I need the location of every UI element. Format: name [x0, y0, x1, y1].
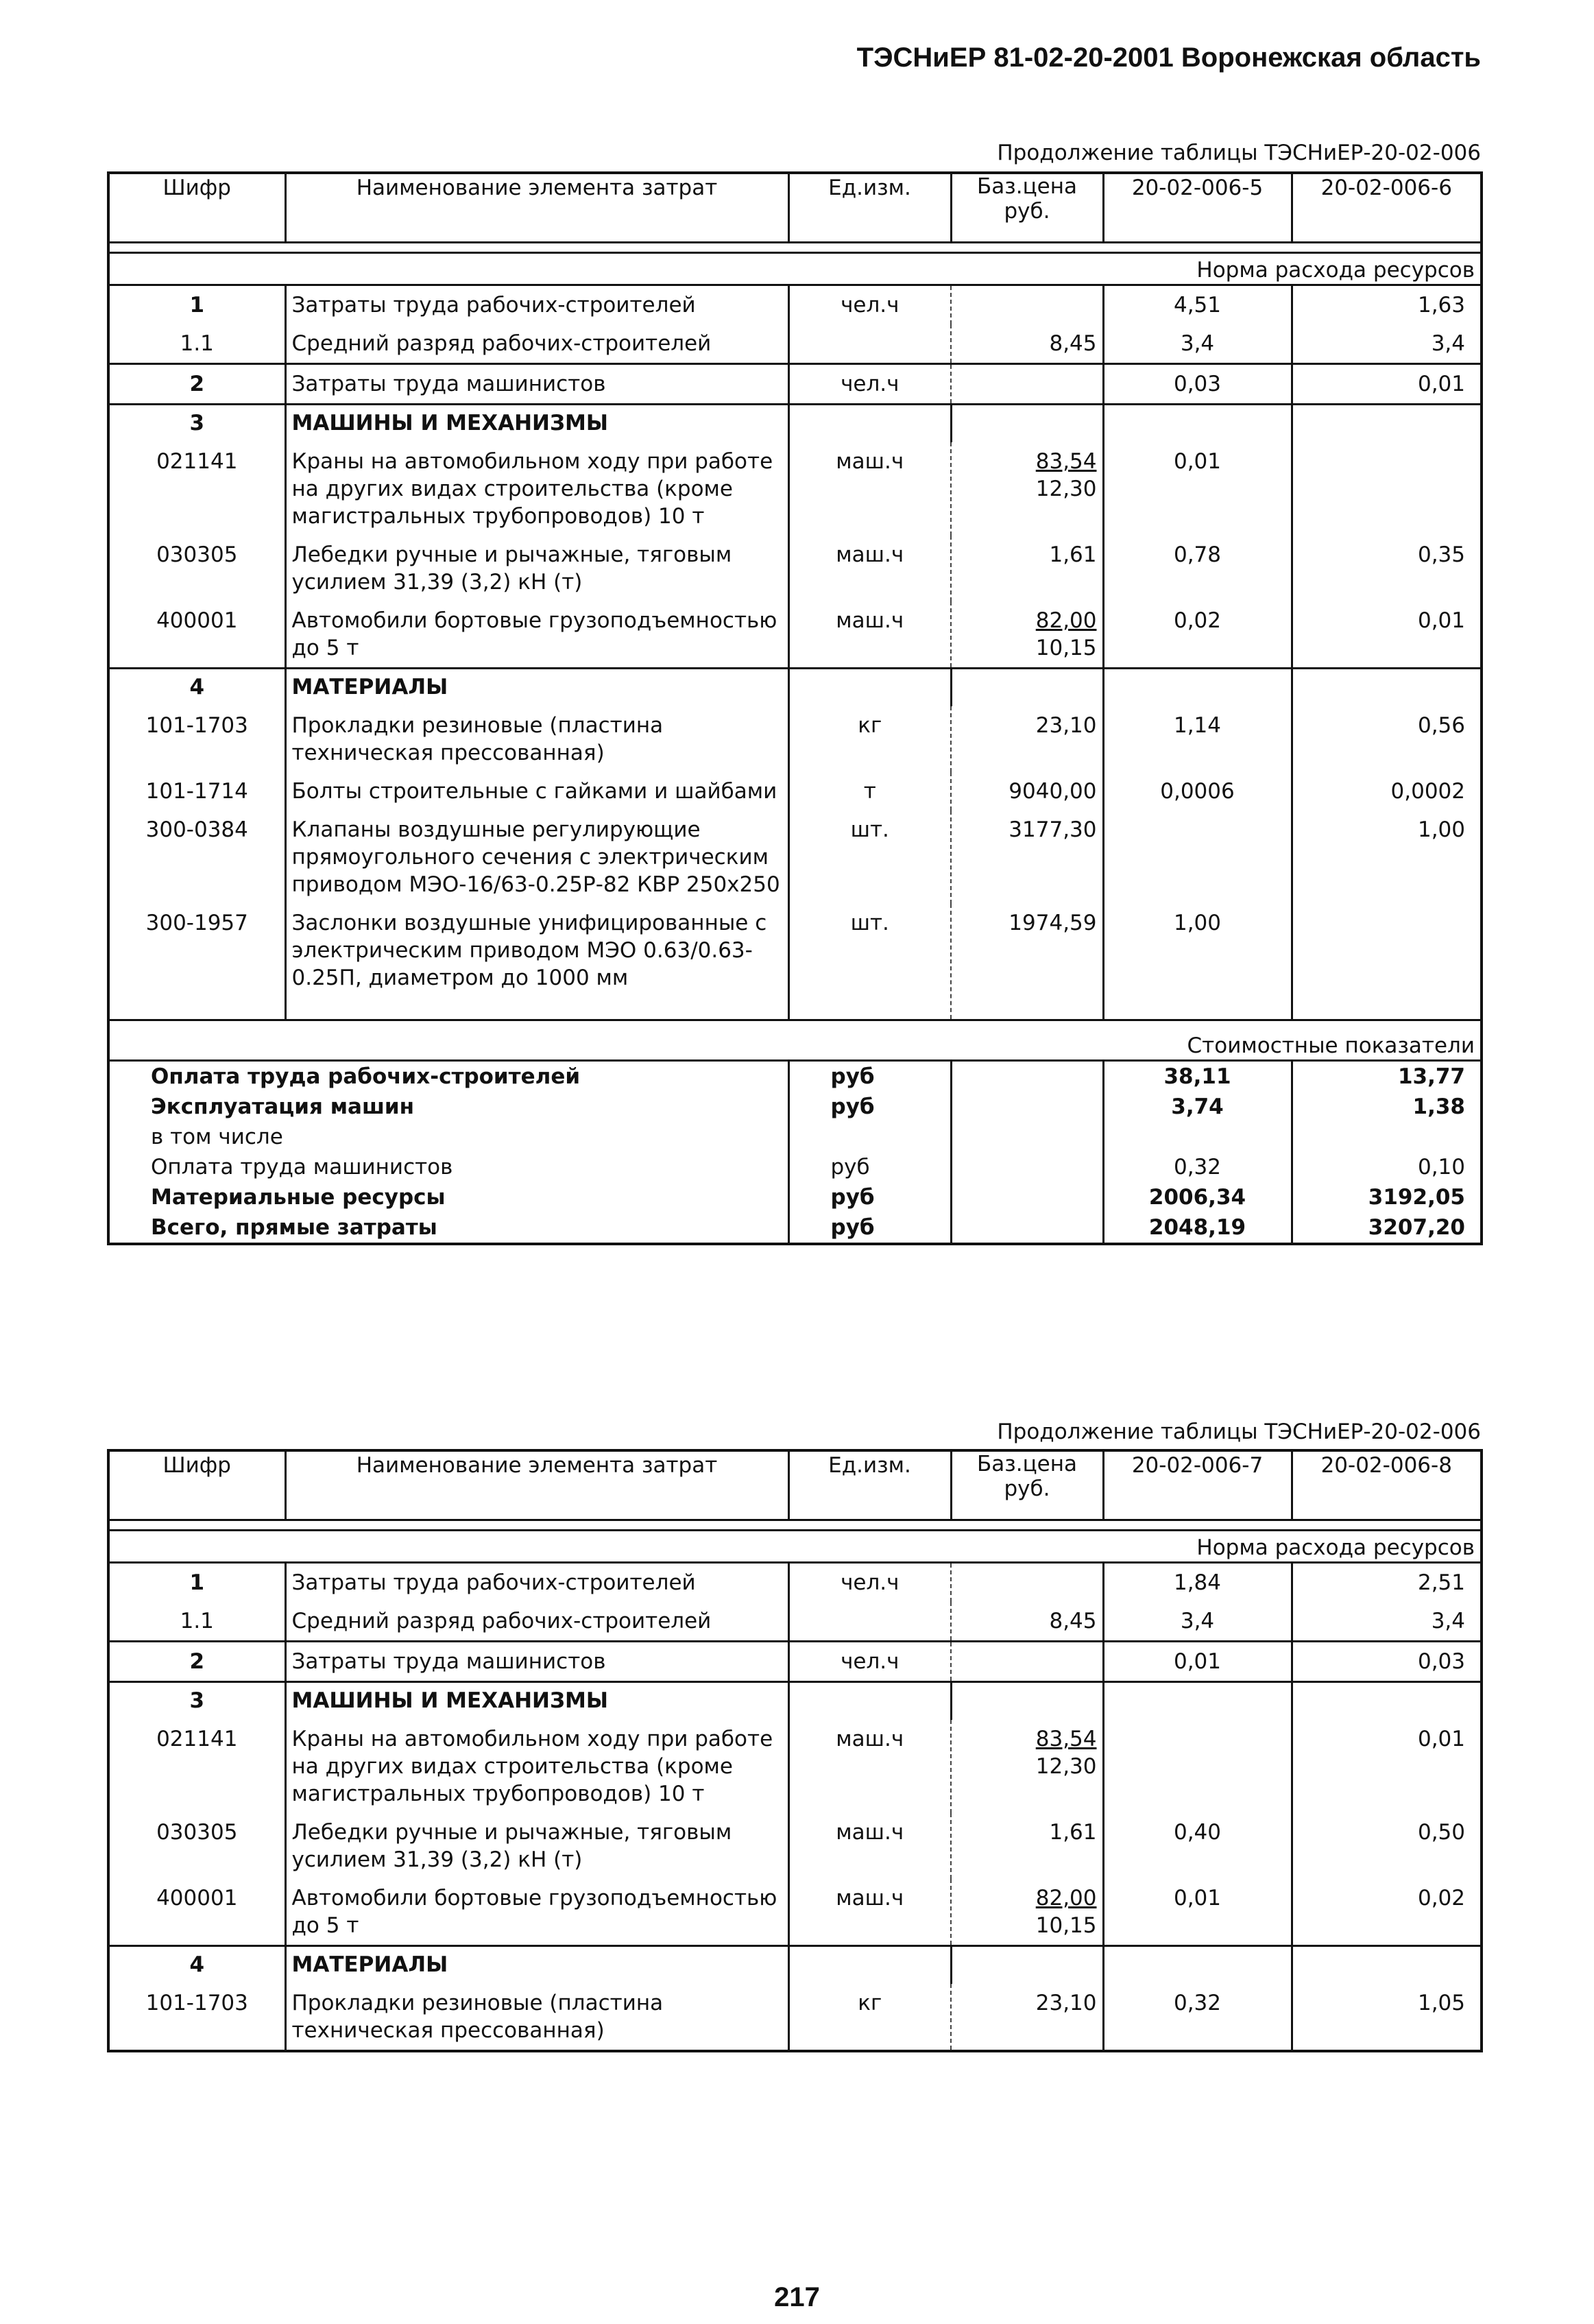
row-name: Клапаны воздушные регулирующие прямоугольного сечения с электрическим приводом МЭО-16/63-0.25Р-82 КВР 250х250 — [285, 811, 788, 904]
row-rate-2: 0,03 — [1292, 1642, 1482, 1682]
row-name: МАТЕРИАЛЫ — [285, 669, 788, 707]
row-rate-1: 0,02 — [1103, 601, 1292, 669]
table-row — [108, 601, 1482, 669]
row-rate-1 — [1103, 1682, 1292, 1721]
resource-table-2 — [107, 1449, 1483, 2052]
price-value: 1974,59 — [1009, 911, 1097, 935]
price-value: 82,00 — [1035, 608, 1097, 633]
price-secondary-value: 10,15 — [1035, 636, 1097, 660]
row-price — [951, 324, 1103, 364]
row-unit: чел.ч — [788, 1642, 951, 1682]
row-price — [951, 1946, 1103, 1985]
row-unit — [788, 1682, 951, 1721]
cost-label-row — [108, 1020, 1482, 1061]
cost-unit — [788, 1122, 951, 1152]
row-unit: маш.ч — [788, 1813, 951, 1879]
row-price — [951, 904, 1103, 1020]
row-rate-1 — [1103, 405, 1292, 443]
cost-rate-2: 3192,05 — [1368, 1185, 1465, 1210]
row-price — [951, 1563, 1103, 1603]
resource-table-1 — [107, 171, 1483, 1245]
row-rate-2 — [1292, 405, 1482, 443]
cost-rate-1 — [1103, 1122, 1292, 1152]
column-header-price: Баз.цена руб. — [951, 1450, 1103, 1520]
column-header-rate-1: 20-02-006-5 — [1103, 173, 1292, 243]
row-price — [951, 1879, 1103, 1946]
row-rate-2: 0,35 — [1417, 542, 1465, 567]
row-name: МАТЕРИАЛЫ — [285, 1946, 788, 1985]
row-name: Прокладки резиновые (пластина техническая прессованная) — [285, 706, 788, 772]
table-header-row — [108, 173, 1482, 243]
cost-rate-2 — [1292, 1122, 1482, 1152]
cost-label-text: Оплата труда рабочих-строителей — [151, 1064, 581, 1089]
row-name: Средний разряд рабочих-строителей — [285, 1602, 788, 1642]
row-rate-1: 0,01 — [1103, 442, 1292, 536]
row-name: Краны на автомобильном ходу при работе на других видах строительства (кроме магистральных трубопроводов) 10 т — [285, 442, 788, 536]
row-code: 1 — [108, 1563, 285, 1603]
column-header-rate-2: 20-02-006-6 — [1292, 173, 1482, 243]
row-name: Автомобили бортовые грузоподъемностью до 5 т — [285, 601, 788, 669]
row-rate-1: 0,01 — [1103, 1642, 1292, 1682]
row-rate-1: 3,4 — [1103, 324, 1292, 364]
row-name: Лебедки ручные и рычажные, тяговым усилием 31,39 (3,2) кН (т) — [285, 1813, 788, 1879]
row-unit — [788, 405, 951, 443]
row-code: 3 — [108, 1682, 285, 1721]
section-row — [108, 1946, 1482, 1985]
row-price — [951, 1602, 1103, 1642]
row-code: 1.1 — [108, 324, 285, 364]
price-value: 3177,30 — [1009, 817, 1097, 842]
row-rate-1: 4,51 — [1103, 285, 1292, 325]
row-unit — [788, 1946, 951, 1985]
row-rate-2: 0,0002 — [1390, 779, 1465, 804]
cost-price — [951, 1061, 1103, 1092]
row-rate-1: 0,03 — [1103, 364, 1292, 405]
row-name: Лебедки ручные и рычажные, тяговым усилием 31,39 (3,2) кН (т) — [285, 536, 788, 601]
row-code: 2 — [108, 1642, 285, 1682]
table-row — [108, 1563, 1482, 1603]
row-rate-1: 1,14 — [1103, 706, 1292, 772]
row-price — [951, 285, 1103, 325]
spacer-cell — [108, 1520, 1482, 1531]
row-unit: чел.ч — [788, 1563, 951, 1603]
cost-unit: руб — [788, 1212, 951, 1244]
cost-row — [108, 1212, 1482, 1244]
row-rate-2: 0,01 — [1292, 601, 1482, 669]
row-name: Заслонки воздушные унифицированные с электрическим приводом МЭО 0.63/0.63-0.25П, диаметром до 1000 мм — [285, 904, 788, 1020]
row-code: 030305 — [108, 536, 285, 601]
table-row — [108, 1642, 1482, 1682]
row-rate-1: 0,01 — [1103, 1879, 1292, 1946]
row-code: 300-1957 — [108, 904, 285, 1020]
price-value: 82,00 — [1035, 1886, 1097, 1910]
table1-caption: Продолжение таблицы ТЭСНиЕР-20-02-006 — [997, 141, 1481, 165]
row-rate-1 — [1103, 669, 1292, 707]
table-row — [108, 324, 1482, 364]
table-row — [108, 811, 1482, 904]
cost-price — [951, 1152, 1103, 1182]
table-row — [108, 1813, 1482, 1879]
row-code: 1 — [108, 285, 285, 325]
table2-caption: Продолжение таблицы ТЭСНиЕР-20-02-006 — [997, 1419, 1481, 1444]
row-price — [951, 706, 1103, 772]
row-rate-2 — [1292, 669, 1482, 707]
cost-rate-2: 1,38 — [1412, 1094, 1465, 1119]
row-rate-2: 0,01 — [1292, 364, 1482, 405]
row-price — [951, 1813, 1103, 1879]
table-row — [108, 1879, 1482, 1946]
row-rate-1: 1,84 — [1103, 1563, 1292, 1603]
row-unit: шт. — [788, 811, 951, 904]
price-value: 23,10 — [1035, 713, 1097, 738]
row-rate-2 — [1292, 442, 1482, 536]
row-rate-1: 0,0006 — [1103, 772, 1292, 811]
row-unit — [788, 669, 951, 707]
page-header-title: ТЭСНиЕР 81-02-20-2001 Воронежская область — [856, 43, 1481, 73]
cost-row — [108, 1152, 1482, 1182]
cost-rate-1: 2048,19 — [1103, 1212, 1292, 1244]
row-price — [951, 1682, 1103, 1721]
row-price — [951, 601, 1103, 669]
row-rate-2 — [1292, 904, 1482, 1020]
row-unit: маш.ч — [788, 442, 951, 536]
table-row — [108, 1602, 1482, 1642]
row-unit: маш.ч — [788, 601, 951, 669]
column-header-rate-2: 20-02-006-8 — [1292, 1450, 1482, 1520]
page-number: 217 — [774, 2282, 820, 2312]
price-value: 8,45 — [1049, 1609, 1097, 1633]
row-rate-2: 0,56 — [1417, 713, 1465, 738]
row-price — [951, 1720, 1103, 1813]
row-rate-2: 2,51 — [1417, 1570, 1465, 1595]
row-code: 3 — [108, 405, 285, 443]
row-code: 030305 — [108, 1813, 285, 1879]
row-price — [951, 1642, 1103, 1682]
row-name: Затраты труда рабочих-строителей — [285, 1563, 788, 1603]
row-unit: кг — [788, 706, 951, 772]
row-name: МАШИНЫ И МЕХАНИЗМЫ — [285, 1682, 788, 1721]
column-header-name: Наименование элемента затрат — [285, 173, 788, 243]
row-unit — [788, 1602, 951, 1642]
row-rate-2: 0,01 — [1417, 1727, 1465, 1751]
cost-price — [951, 1122, 1103, 1152]
row-rate-2 — [1292, 1682, 1482, 1721]
row-price — [951, 811, 1103, 904]
column-header-unit: Ед.изм. — [788, 173, 951, 243]
table-row — [108, 772, 1482, 811]
row-rate-1: 0,78 — [1103, 536, 1292, 601]
price-value: 9040,00 — [1009, 779, 1097, 804]
table-row — [108, 904, 1482, 1020]
row-rate-1: 1,00 — [1103, 904, 1292, 1020]
cost-row — [108, 1122, 1482, 1152]
row-rate-2 — [1292, 1946, 1482, 1985]
cost-row — [108, 1092, 1482, 1122]
row-price — [951, 669, 1103, 707]
row-name: МАШИНЫ И МЕХАНИЗМЫ — [285, 405, 788, 443]
row-unit: чел.ч — [788, 285, 951, 325]
row-code: 021141 — [108, 1720, 285, 1813]
row-name: Автомобили бортовые грузоподъемностью до 5 т — [285, 1879, 788, 1946]
row-unit — [788, 324, 951, 364]
cost-price — [951, 1092, 1103, 1122]
row-code: 300-0384 — [108, 811, 285, 904]
row-unit: чел.ч — [788, 364, 951, 405]
norm-label: Норма расхода ресурсов — [108, 1531, 1482, 1563]
row-code: 400001 — [108, 1879, 285, 1946]
cost-row — [108, 1182, 1482, 1212]
norm-label-row — [108, 1531, 1482, 1563]
row-name: Затраты труда рабочих-строителей — [285, 285, 788, 325]
row-price — [951, 1984, 1103, 2051]
row-code: 4 — [108, 669, 285, 707]
cost-unit: руб — [788, 1092, 951, 1122]
cost-rate-2: 3207,20 — [1368, 1215, 1465, 1240]
row-price — [951, 772, 1103, 811]
row-code: 1.1 — [108, 1602, 285, 1642]
row-rate-2: 3,4 — [1292, 1602, 1482, 1642]
row-name: Прокладки резиновые (пластина техническая прессованная) — [285, 1984, 788, 2051]
row-rate-1: 0,40 — [1103, 1813, 1292, 1879]
table-row — [108, 285, 1482, 325]
cost-rate-1: 3,74 — [1103, 1092, 1292, 1122]
cost-unit: руб — [788, 1182, 951, 1212]
section-row — [108, 669, 1482, 707]
row-name: Краны на автомобильном ходу при работе на других видах строительства (кроме магистральных трубопроводов) 10 т — [285, 1720, 788, 1813]
row-price — [951, 442, 1103, 536]
row-unit: кг — [788, 1984, 951, 2051]
row-rate-1 — [1103, 1720, 1292, 1813]
row-rate-2: 3,4 — [1292, 324, 1482, 364]
section-row — [108, 1682, 1482, 1721]
row-unit: маш.ч — [788, 1879, 951, 1946]
column-header-code: Шифр — [108, 1450, 285, 1520]
cost-rate-1: 38,11 — [1103, 1061, 1292, 1092]
cost-unit: руб — [788, 1061, 951, 1092]
row-price — [951, 536, 1103, 601]
cost-label-text: Оплата труда машинистов — [151, 1155, 453, 1179]
row-code: 2 — [108, 364, 285, 405]
price-value: 23,10 — [1035, 1991, 1097, 2015]
row-price — [951, 405, 1103, 443]
price-secondary-value: 10,15 — [1035, 1913, 1097, 1938]
row-rate-1 — [1103, 1946, 1292, 1985]
cost-rate-2: 0,10 — [1417, 1155, 1465, 1179]
price-value: 1,61 — [1049, 542, 1097, 567]
row-name: Болты строительные с гайками и шайбами — [285, 772, 788, 811]
price-secondary-value: 12,30 — [1035, 1754, 1097, 1779]
row-rate-2: 0,50 — [1417, 1820, 1465, 1845]
row-name: Затраты труда машинистов — [285, 1642, 788, 1682]
norm-label-row — [108, 253, 1482, 285]
column-header-price: Баз.цена руб. — [951, 173, 1103, 243]
row-code: 101-1703 — [108, 706, 285, 772]
cost-label-text: Всего, прямые затраты — [151, 1215, 437, 1240]
cost-price — [951, 1182, 1103, 1212]
row-name: Средний разряд рабочих-строителей — [285, 324, 788, 364]
column-header-name: Наименование элемента затрат — [285, 1450, 788, 1520]
cost-rate-2: 13,77 — [1397, 1064, 1465, 1089]
norm-label: Норма расхода ресурсов — [108, 253, 1482, 285]
price-value: 8,45 — [1049, 331, 1097, 356]
spacer-cell — [108, 243, 1482, 253]
cost-rate-1: 0,32 — [1103, 1152, 1292, 1182]
row-unit: шт. — [788, 904, 951, 1020]
row-name: Затраты труда машинистов — [285, 364, 788, 405]
cost-row — [108, 1061, 1482, 1092]
cost-label-text: Материальные ресурсы — [151, 1185, 446, 1210]
cost-label-text: Эксплуатация машин — [151, 1094, 415, 1119]
table-header-row — [108, 1450, 1482, 1520]
price-value: 1,61 — [1049, 1820, 1097, 1845]
column-header-code: Шифр — [108, 173, 285, 243]
row-code: 101-1714 — [108, 772, 285, 811]
row-rate-1 — [1103, 811, 1292, 904]
row-code: 021141 — [108, 442, 285, 536]
cost-label-text: в том числе — [151, 1125, 283, 1149]
spacer-row — [108, 1520, 1482, 1531]
row-rate-2: 1,63 — [1417, 293, 1465, 318]
row-code: 4 — [108, 1946, 285, 1985]
row-rate-2: 1,00 — [1417, 817, 1465, 842]
cost-label: Стоимостные показатели — [108, 1020, 1482, 1061]
row-price — [951, 364, 1103, 405]
row-rate-2: 1,05 — [1417, 1991, 1465, 2015]
spacer-row — [108, 243, 1482, 253]
section-row — [108, 405, 1482, 443]
row-rate-2: 0,02 — [1292, 1879, 1482, 1946]
table-row — [108, 1720, 1482, 1813]
cost-rate-1: 2006,34 — [1103, 1182, 1292, 1212]
table-row — [108, 1984, 1482, 2051]
column-header-rate-1: 20-02-006-7 — [1103, 1450, 1292, 1520]
row-code: 400001 — [108, 601, 285, 669]
table-row — [108, 442, 1482, 536]
cost-price — [951, 1212, 1103, 1244]
column-header-unit: Ед.изм. — [788, 1450, 951, 1520]
row-unit: маш.ч — [788, 536, 951, 601]
table-row — [108, 536, 1482, 601]
row-unit: маш.ч — [788, 1720, 951, 1813]
price-secondary-value: 12,30 — [1035, 477, 1097, 501]
table-row — [108, 706, 1482, 772]
table-row — [108, 364, 1482, 405]
row-unit: т — [788, 772, 951, 811]
row-rate-1: 0,32 — [1103, 1984, 1292, 2051]
price-value: 83,54 — [1035, 1727, 1097, 1751]
row-code: 101-1703 — [108, 1984, 285, 2051]
cost-unit: руб — [788, 1152, 951, 1182]
row-rate-1: 3,4 — [1103, 1602, 1292, 1642]
price-value: 83,54 — [1035, 449, 1097, 474]
